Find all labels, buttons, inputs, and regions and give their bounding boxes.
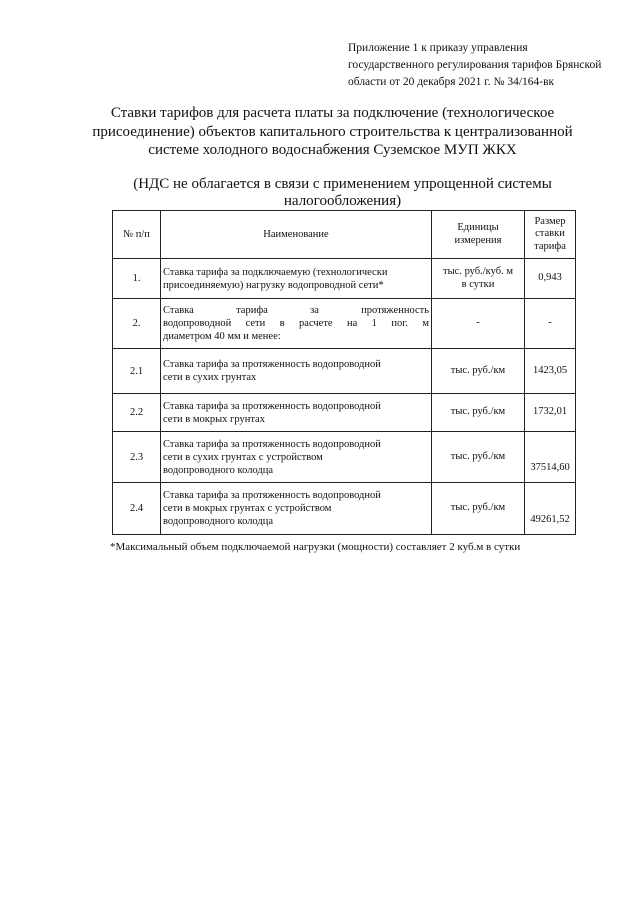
table-row xyxy=(113,483,576,535)
row-name xyxy=(161,483,432,535)
row-num: 2. xyxy=(113,299,161,349)
row-units: - xyxy=(432,299,525,349)
header-units-line: Единицы xyxy=(457,222,499,233)
title-line: присоединение) объектов капитального строительства к централизованной xyxy=(92,123,573,140)
row-rate: 0,943 xyxy=(525,259,576,299)
row-num: 2.2 xyxy=(113,394,161,432)
row-num: 2.1 xyxy=(113,349,161,394)
title-line: Ставки тарифов для расчета платы за подключение (технологическое xyxy=(110,105,555,121)
row-name-line: сети в мокрых грунтах xyxy=(163,413,265,425)
row-num: 2.3 xyxy=(113,432,161,483)
title-line: системе холодного водоснабжения Суземское МУП ЖКХ xyxy=(148,142,517,158)
document-title xyxy=(80,104,585,160)
header-rate-line: тарифа xyxy=(534,240,566,252)
row-name xyxy=(161,349,432,394)
row-name xyxy=(161,432,432,483)
row-rate: 49261,52 xyxy=(525,483,576,535)
row-units: тыс. руб./км xyxy=(432,483,525,535)
row-name-line: Ставка тарифа за протяженность водопроводной xyxy=(163,400,381,412)
row-num: 1. xyxy=(113,259,161,299)
row-name-line: Ставка тарифа за протяженность водопроводной xyxy=(163,490,381,501)
footnote: *Максимальный объем подключаемой нагрузки (мощности) составляет 2 куб.м в сутки xyxy=(110,541,521,553)
row-units-line: тыс. руб./куб. м xyxy=(443,266,513,277)
table-row xyxy=(113,432,576,483)
row-name-line: водопроводного колодца xyxy=(163,464,273,476)
row-num: 2.4 xyxy=(113,483,161,535)
appendix-line: области от 20 декабря 2021 г. № 34/164-вк xyxy=(348,76,555,88)
row-name-line: Ставка тарифа за протяженность водопроводной xyxy=(163,359,381,370)
row-name xyxy=(161,259,432,299)
row-name-line: сети в сухих грунтах xyxy=(163,372,257,383)
row-rate: 1732,01 xyxy=(525,394,576,432)
row-rate: - xyxy=(525,299,576,349)
header-rate-line: ставки xyxy=(535,228,565,240)
row-name-line: Ставка тарифа за подключаемую (технологически xyxy=(163,266,388,278)
row-name-line: Ставка тарифа за протяженность водопроводной xyxy=(163,438,381,450)
header-units-line: измерения xyxy=(454,234,502,246)
row-name-line: сети в мокрых грунтах с устройством xyxy=(163,503,332,514)
table-row xyxy=(113,259,576,299)
row-units xyxy=(432,259,525,299)
row-name xyxy=(161,299,432,349)
table-header-row xyxy=(113,211,576,259)
vat-note xyxy=(100,176,585,210)
row-units-line: в сутки xyxy=(461,278,495,290)
header-rate-line: Размер xyxy=(534,215,566,227)
row-name-line: водопроводной сети в расчете на 1 пог. м xyxy=(163,318,429,329)
header-units xyxy=(432,211,525,259)
row-name-line: присоединяемую) нагрузку водопроводной сети* xyxy=(163,279,384,291)
row-name xyxy=(161,394,432,432)
row-name-line: Ставка тарифа за протяженность xyxy=(163,305,429,316)
vat-note-line: налогообложения) xyxy=(283,193,402,209)
row-name-line: диаметром 40 мм и менее: xyxy=(163,331,281,342)
table-row xyxy=(113,394,576,432)
row-name-line: водопроводного колодца xyxy=(163,516,273,527)
appendix-note xyxy=(348,40,628,91)
table-row xyxy=(113,299,576,349)
row-units: тыс. руб./км xyxy=(432,349,525,394)
appendix-line: Приложение 1 к приказу управления xyxy=(348,42,528,54)
table-row xyxy=(113,349,576,394)
appendix-line: государственного регулирования тарифов Брянской xyxy=(348,59,602,71)
row-rate: 37514,60 xyxy=(525,432,576,483)
row-units: тыс. руб./км xyxy=(432,432,525,483)
row-name-line: сети в сухих грунтах с устройством xyxy=(163,451,323,463)
vat-note-line: (НДС не облагается в связи с применением упрощенной системы xyxy=(133,176,552,192)
header-rate xyxy=(525,211,576,259)
row-units: тыс. руб./км xyxy=(432,394,525,432)
tariff-table xyxy=(112,210,576,535)
header-num: № п/п xyxy=(113,211,161,259)
header-name: Наименование xyxy=(161,211,432,259)
row-rate: 1423,05 xyxy=(525,349,576,394)
